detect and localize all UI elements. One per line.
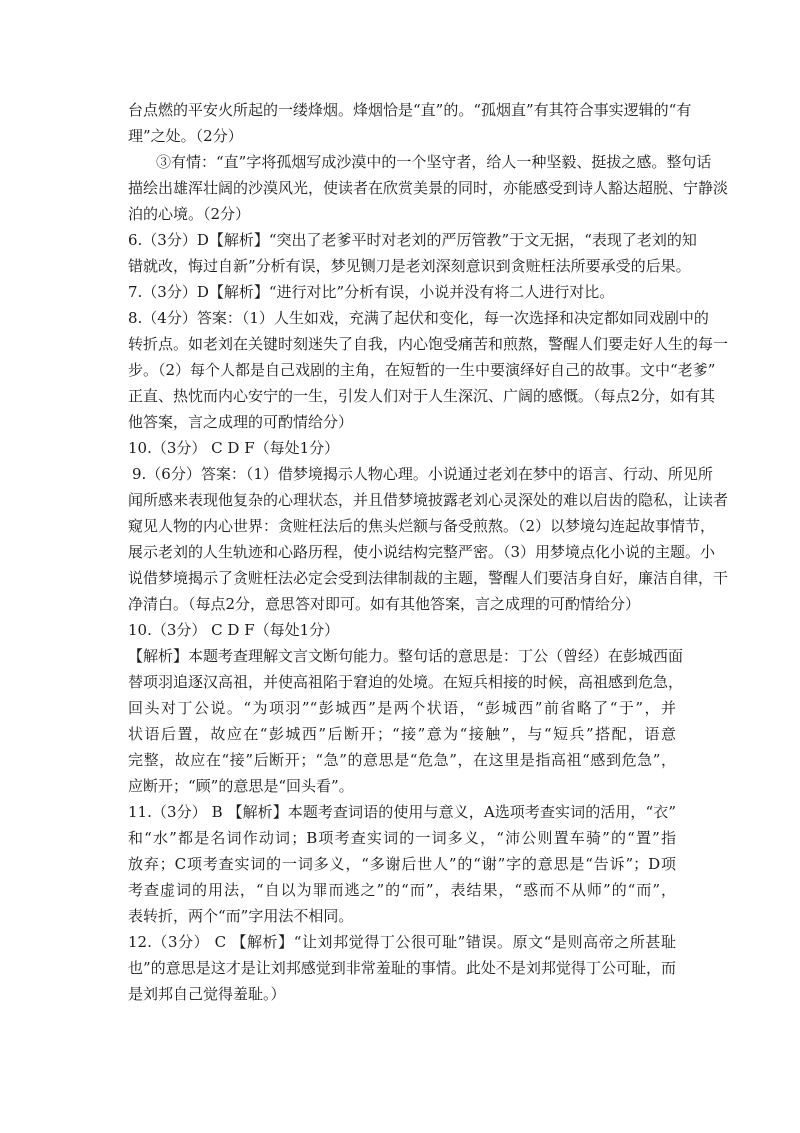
text-line: 是刘邦自己觉得羞耻。） (128, 985, 286, 1003)
text-line: ③有情：“直”字将孤烟写成沙漠中的一个坚守者，给人一种坚毅、挺拔之感。整句话 (156, 153, 712, 171)
text-line: 步。（2）每个人都是自己戏剧的主角，在短暂的一生中要演绎好自己的故事。文中“老爹” (128, 361, 716, 379)
answer-document (128, 97, 729, 1007)
text-line: 放弃；C项考查实词的一词多义，“多谢后世人”的“谢”字的意思是“告诉”；D项 (128, 855, 676, 873)
text-line: 应断开；“顾”的意思是“回头看”。 (128, 777, 354, 795)
text-line: 净清白。（每点2分，意思答对即可。如有其他答案，言之成理的可酌情给分） (128, 595, 641, 613)
text-line: 理”之处。（2分） (128, 127, 243, 145)
text-line: 表转折，两个“而”字用法不相同。 (128, 907, 354, 925)
text-line: 7.（3分）D【解析】“进行对比”分析有误，小说并没有将二人进行对比。 (128, 283, 615, 301)
text-line: 考查虚词的用法，“自以为罪而逃之”的“而”，表结果，“惑而不从师”的“而”， (128, 881, 676, 899)
text-line: 10.（3分） C D F（每处1分） (128, 439, 340, 457)
text-line: 窥见人物的内心世界：贪赃枉法后的焦头烂额与备受煎熬。（2）以梦境勾连起故事情节， (128, 517, 716, 535)
text-line: 12.（3分） C 【解析】“让刘邦觉得丁公很可耻”错误。原文“是则高帝之所甚耻 (128, 933, 676, 951)
text-line: 8.（4分）答案：（1）人生如戏，充满了起伏和变化，每一次选择和决定都如同戏剧中的 (128, 309, 709, 327)
text-line: 6.（3分）D【解析】“突出了老爹平时对老刘的严厉管教”于文无据，“表现了老刘的知 (128, 231, 697, 249)
text-line: 他答案，言之成理的可酌情给分） (128, 413, 354, 431)
text-line: 完整，故应在“接”后断开；“急”的意思是“危急”，在这里是指高祖“感到危急”， (128, 751, 676, 769)
text-line: 9.（6分）答案：（1）借梦境揭示人物心理。小说通过老刘在梦中的语言、行动、所见所 (132, 465, 713, 483)
text-line: 11.（3分） B 【解析】本题考查词语的使用与意义，A选项考查实词的活用，“衣” (128, 803, 676, 821)
text-line: 描绘出雄浑壮阔的沙漠风光，使读者在欣赏美景的同时，亦能感受到诗人豁达超脱、宁静淡 (128, 179, 729, 197)
text-line: 台点燃的平安火所起的一缕烽烟。烽烟恰是“直”的。“孤烟直”有其符合事实逻辑的“有 (128, 101, 692, 119)
text-line: 错就改，悔过自新”分析有误，梦见铡刀是老刘深刻意识到贪赃枉法所要承受的后果。 (128, 257, 691, 275)
text-line: 闻所感来表现他复杂的心理状态，并且借梦境披露老刘心灵深处的难以启齿的隐私，让读者 (128, 491, 729, 509)
text-line: 和“水”都是名词作动词；B项考查实词的一词多义，“沛公则置车骑”的“置”指 (128, 829, 676, 847)
text-line: 状语后置，故应在“彭城西”后断开；“接”意为“接触”，与“短兵”搭配，语意 (128, 725, 676, 743)
text-line: 转折点。如老刘在关键时刻迷失了自我，内心饱受痛苦和煎熬，警醒人们要走好人生的每一 (128, 335, 729, 353)
text-line: 展示老刘的人生轨迹和心路历程，使小说结构完整严密。（3）用梦境点化小说的主题。小 (128, 543, 716, 561)
text-line: 正直、热忱而内心安宁的一生，引发人们对于人生深沉、广阔的感慨。（每点2分，如有其 (128, 387, 716, 405)
text-line: 回头对丁公说。“为项羽”“彭城西”是两个状语，“彭城西”前省略了“于”，并 (128, 699, 676, 717)
text-line: 替项羽追逐汉高祖，并使高祖陷于窘迫的处境。在短兵相接的时候，高祖感到危急， (128, 673, 684, 691)
text-line: 10.（3分） C D F（每处1分） (128, 621, 340, 639)
text-line: 也”的意思是这才是让刘邦感觉到非常羞耻的事情。此处不是刘邦觉得丁公可耻，而 (128, 959, 676, 977)
text-line: 泊的心境。（2分） (128, 205, 251, 223)
text-line: 说借梦境揭示了贪赃枉法必定会受到法律制裁的主题，警醒人们要洁身自好，廉洁自律，干 (128, 569, 729, 587)
text-line: 【解析】本题考查理解文言文断句能力。整句话的意思是：丁公（曾经）在彭城西面 (128, 647, 684, 665)
